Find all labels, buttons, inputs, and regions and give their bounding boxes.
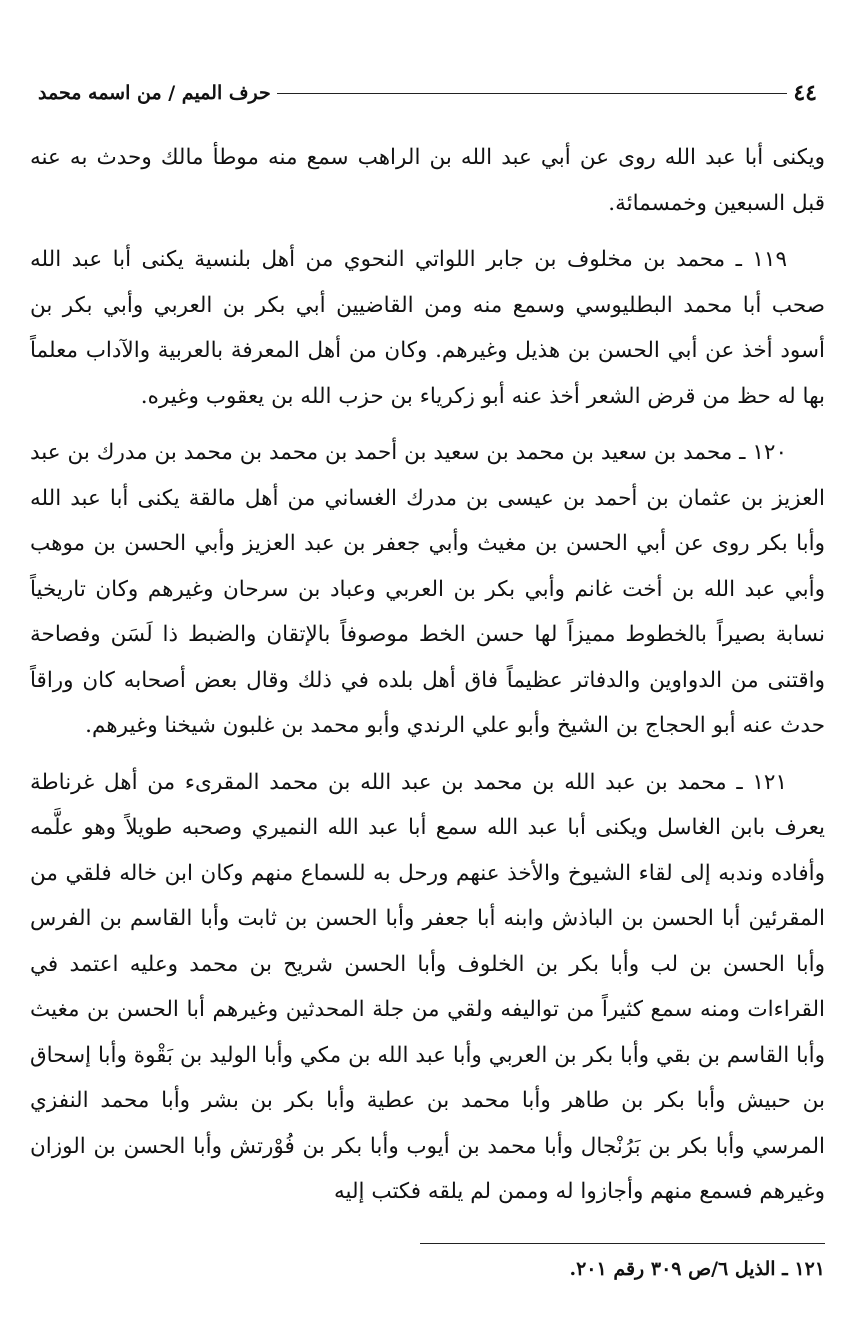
entry-120: ١٢٠ ـ محمد بن سعيد بن محمد بن سعيد بن أحمد بن محمد بن محمد بن مدرك بن عبد العزيز بن عثمان بن أحمد بن عيسى بن مدرك الغساني من أهل مالقة يكنى أبا عبد الله وأبا بكر روى عن أبي الحسن بن مغيث وأبي جعفر بن عبد العزيز وأبي الحسن بن موهب وأبي عبد الله بن أخت غانم وأبي بكر بن العربي وعباد بن سرحان وغيرهم وكان تاريخياً نسابة بصيراً بالخطوط مميزاً لها حسن الخط موصوفاً بالإتقان والضبط ذا لَسَن وفصاحة واقتنى من الدواوين والدفاتر عظيماً فاق أهل بلده في ذلك وقال بعض أصحابه كان وراقاً حدث عنه أبو الحجاج بن الشيخ وأبو علي الرندي وأبو محمد بن غلبون شيخنا وغيرهم.	[30, 440, 825, 738]
book-page	[30, 60, 825, 1320]
footnote-rule	[420, 1243, 825, 1244]
running-title: حرف الميم / من اسمه محمد	[38, 82, 271, 104]
header-rule	[277, 93, 788, 94]
page-number: ٤٤	[793, 80, 817, 106]
entry-119: ١١٩ ـ محمد بن مخلوف بن جابر اللواتي النحوي من أهل بلنسية يكنى أبا عبد الله صحب أبا محمد البطليوسي وسمع منه ومن القاضيين أبي بكر بن العربي وأبي بكر بن أسود أخذ عن أبي الحسن بن هذيل وغيرهم. وكان من أهل المعرفة بالعربية والآداب معلماً بها له حظ من قرض الشعر أخذ عنه أبو زكرياء بن حزب الله بن يعقوب وغيره.	[30, 247, 825, 409]
footnote: ١٢١ ـ الذيل ٦/ص ٣٠٩ رقم ٢٠١.	[569, 1258, 825, 1280]
running-header	[30, 78, 825, 108]
paragraph-continuation: ويكنى أبا عبد الله روى عن أبي عبد الله بن الراهب سمع منه موطأ مالك وحدث به عنه قبل السبعين وخمسمائة.	[30, 145, 825, 216]
main-text	[30, 135, 825, 1215]
entry-121: ١٢١ ـ محمد بن عبد الله بن محمد بن عبد الله بن محمد المقرىء من أهل غرناطة يعرف بابن الغاسل ويكنى أبا عبد الله سمع أبا عبد الله النميري وصحبه طويلاً وهو علَّمه وأفاده وندبه إلى لقاء الشيوخ والأخذ عنهم ورحل به للسماع منهم وكان ابن خاله فلقي من المقرئين أبا الحسن بن الباذش وابنه أبا جعفر وأبا الحسن بن ثابت وأبا القاسم بن الفرس وأبا الحسن بن لب وأبا بكر بن الخلوف وأبا الحسن شريح بن محمد وعليه اعتمد في القراءات ومنه سمع كثيراً من تواليفه ولقي من جلة المحدثين وغيرهم أبا الحسن بن مغيث وأبا القاسم بن بقي وأبا بكر بن العربي وأبا عبد الله بن مكي وأبا الوليد بن بَقْوة وأبا إسحاق بن حبيش وأبا بكر بن طاهر وأبا محمد بن عطية وأبا بكر بن بشر وأبا محمد النفزي المرسي وأبا بكر بن بَرُنْجال وأبا محمد بن أيوب وأبا بكر بن فُوْرتش وأبا الحسن بن الوزان وغيرهم فسمع منهم وأجازوا له وممن لم يلقه فكتب إليه	[30, 769, 825, 1204]
